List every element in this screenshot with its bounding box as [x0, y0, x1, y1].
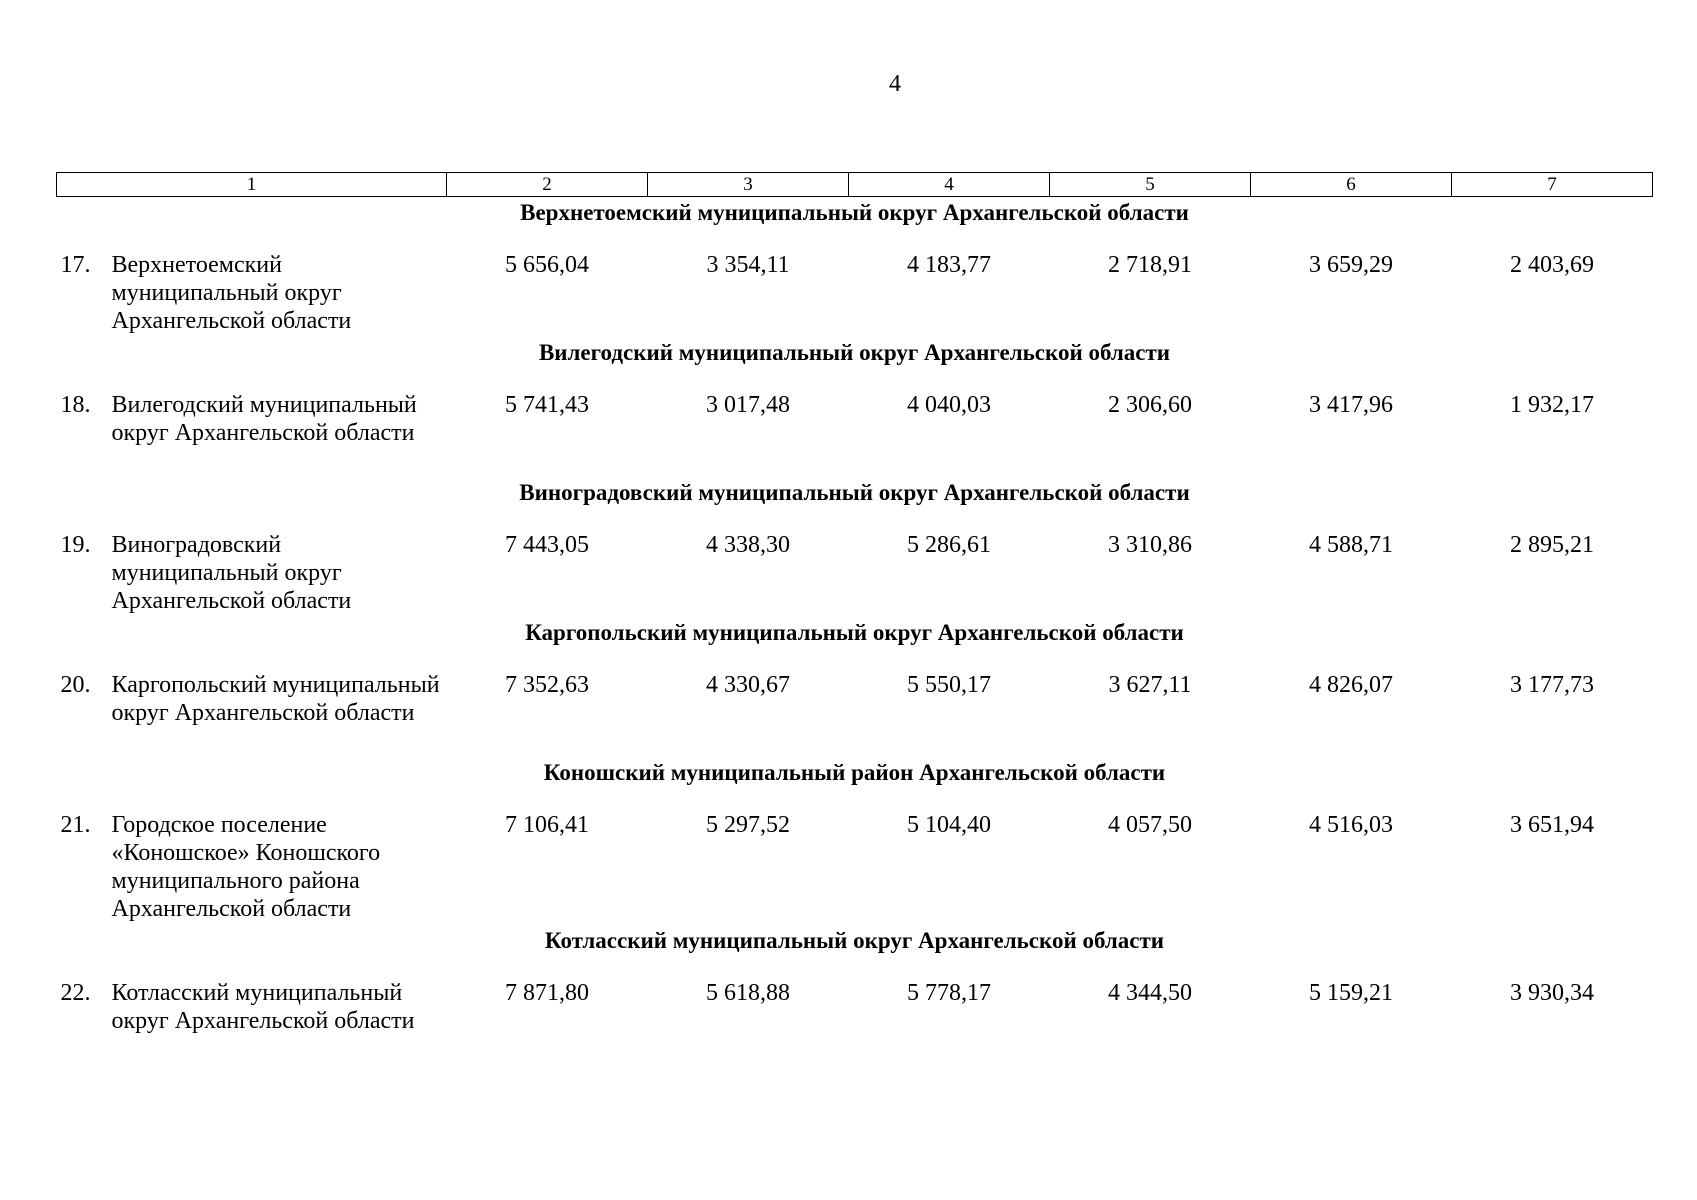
value-cell: 2 718,91 [1108, 252, 1192, 278]
value-cell: 4 040,03 [907, 392, 991, 418]
section-heading-row [57, 339, 1653, 391]
municipality-name: Вилегодский муниципальный округ Архангельской области [111, 392, 417, 446]
value-cell: 4 344,50 [1108, 980, 1192, 1006]
value-cell: 4 826,07 [1309, 672, 1393, 698]
value-cell: 5 618,88 [706, 980, 790, 1006]
municipality-name: Верхнетоемский муниципальный округ Архангельской области [111, 252, 352, 334]
header-row [57, 173, 1653, 197]
value-cell: 5 656,04 [505, 252, 589, 278]
value-cell: 7 871,80 [505, 980, 589, 1006]
value-cell: 4 338,30 [706, 532, 790, 558]
table-row [57, 251, 1653, 339]
value-cell: 4 183,77 [907, 252, 991, 278]
column-header-3: 3 [648, 173, 849, 197]
municipality-cell [57, 671, 447, 759]
municipality-cell [57, 811, 447, 927]
row-number: 18. [60, 392, 91, 418]
page-number: 4 [889, 71, 901, 97]
column-header-5: 5 [1050, 173, 1251, 197]
table-header [57, 173, 1653, 197]
value-cell: 5 159,21 [1309, 980, 1393, 1006]
value-cell: 4 057,50 [1108, 812, 1192, 838]
row-number: 22. [60, 980, 91, 1006]
table-row [57, 531, 1653, 619]
column-header-6: 6 [1251, 173, 1452, 197]
section-heading-row [57, 759, 1653, 811]
value-cell: 5 778,17 [907, 980, 991, 1006]
municipality-cell [57, 391, 447, 479]
value-cell: 5 297,52 [706, 812, 790, 838]
value-cell: 5 741,43 [505, 392, 589, 418]
section-heading-row [57, 927, 1653, 979]
value-cell: 3 177,73 [1510, 672, 1594, 698]
section-heading-row [57, 479, 1653, 531]
municipality-name: Каргопольский муниципальный округ Архангельской области [111, 672, 440, 726]
column-header-2: 2 [447, 173, 648, 197]
value-cell: 3 354,11 [706, 252, 790, 278]
column-header-1: 1 [57, 173, 447, 197]
value-cell: 7 443,05 [505, 532, 589, 558]
section-title: Верхнетоемский муниципальный округ Архангельской области [520, 200, 1189, 225]
section-title: Вилегодский муниципальный округ Архангельской области [538, 340, 1171, 365]
data-table [56, 172, 1653, 1039]
value-cell: 2 895,21 [1510, 532, 1594, 558]
section-title: Виноградовский муниципальный округ Архангельской области [519, 480, 1190, 505]
value-cell: 5 550,17 [907, 672, 991, 698]
table-body [57, 197, 1653, 1040]
municipality-cell [57, 251, 447, 339]
row-number: 19. [60, 532, 91, 558]
table-row [57, 671, 1653, 759]
value-cell: 3 659,29 [1309, 252, 1393, 278]
municipality-cell [57, 979, 447, 1039]
value-cell: 7 106,41 [505, 812, 589, 838]
table-row [57, 811, 1653, 927]
value-cell: 2 306,60 [1108, 392, 1192, 418]
value-cell: 3 930,34 [1510, 980, 1594, 1006]
value-cell: 5 104,40 [907, 812, 991, 838]
municipality-name: Городское поселение «Коношское» Коношского муниципального района Архангельской области [111, 812, 381, 922]
value-cell: 1 932,17 [1510, 392, 1594, 418]
value-cell: 4 330,67 [706, 672, 790, 698]
value-cell: 3 310,86 [1108, 532, 1192, 558]
column-header-7: 7 [1452, 173, 1653, 197]
section-title: Коношский муниципальный район Архангельской области [543, 760, 1166, 785]
section-title: Котласский муниципальный округ Архангельской области [544, 928, 1165, 953]
municipality-name: Виноградовский муниципальный округ Архангельской области [111, 532, 352, 614]
value-cell: 3 651,94 [1510, 812, 1594, 838]
table-row [57, 391, 1653, 479]
value-cell: 7 352,63 [505, 672, 589, 698]
row-number: 21. [60, 812, 91, 838]
municipality-name: Котласский муниципальный округ Архангельской области [111, 980, 415, 1034]
row-number: 17. [60, 252, 91, 278]
section-title: Каргопольский муниципальный округ Архангельской области [525, 620, 1184, 645]
section-heading-row [57, 197, 1653, 252]
value-cell: 4 588,71 [1309, 532, 1393, 558]
column-header-4: 4 [849, 173, 1050, 197]
value-cell: 3 017,48 [706, 392, 790, 418]
value-cell: 4 516,03 [1309, 812, 1393, 838]
row-number: 20. [60, 672, 91, 698]
section-heading-row [57, 619, 1653, 671]
value-cell: 2 403,69 [1510, 252, 1594, 278]
value-cell: 3 417,96 [1309, 392, 1393, 418]
table-row [57, 979, 1653, 1039]
value-cell: 5 286,61 [907, 532, 991, 558]
municipality-cell [57, 531, 447, 619]
value-cell: 3 627,11 [1108, 672, 1192, 698]
